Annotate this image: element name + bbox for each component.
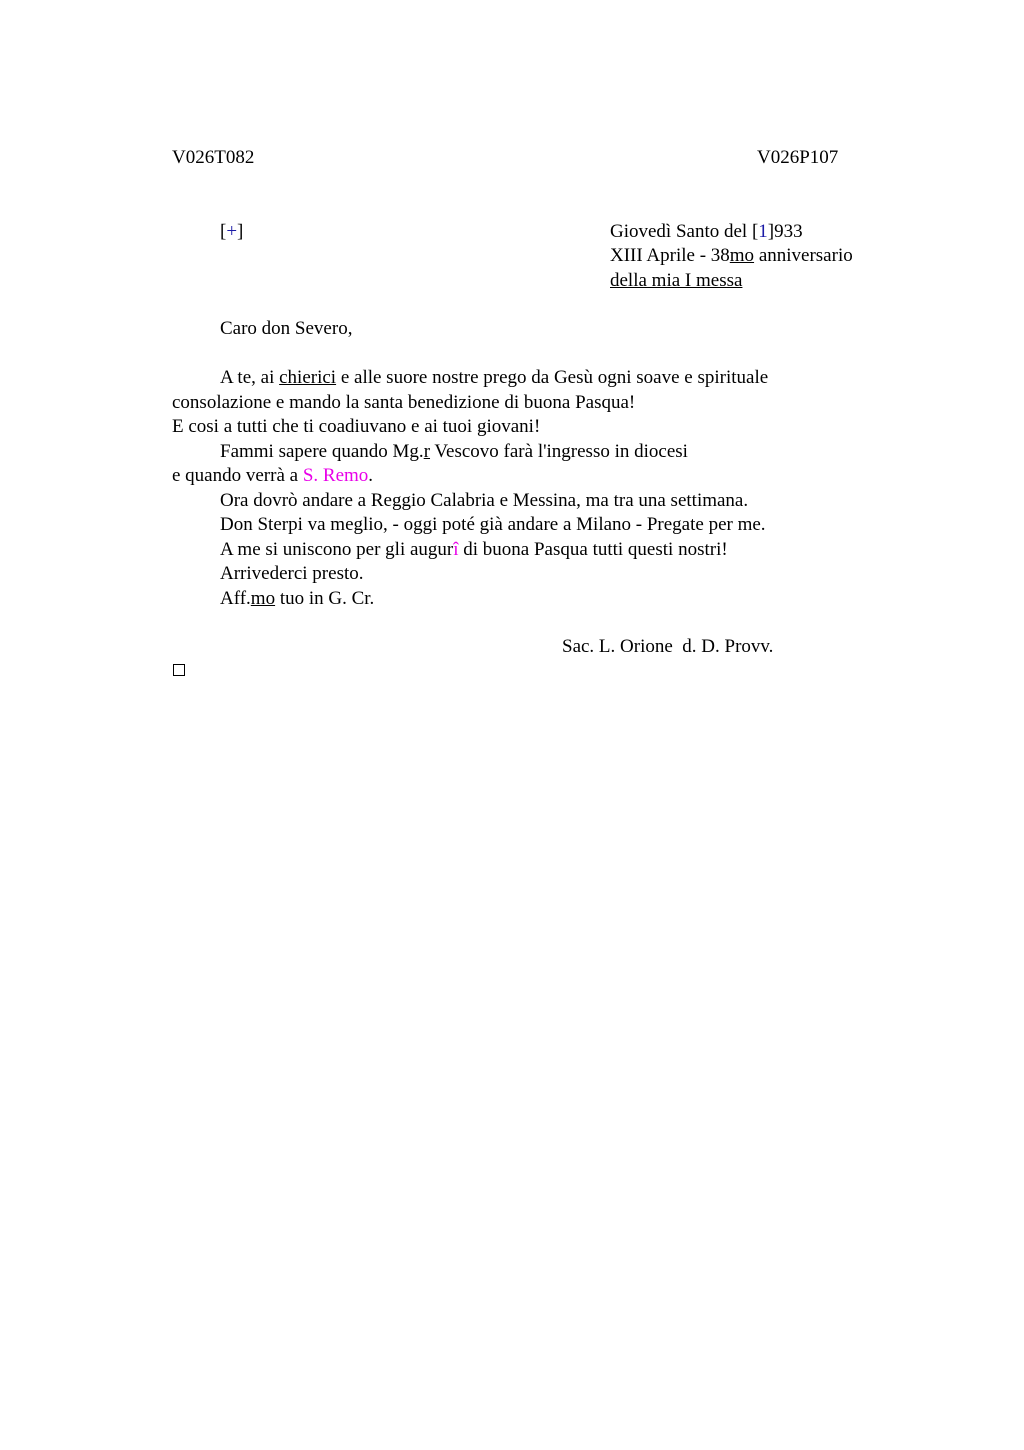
body-line-7: Don Sterpi va meglio, - oggi poté già andare a Milano - Pregate per me. [220,514,766,535]
body-line-10 [220,587,374,611]
accent-highlight: î [453,539,459,560]
body-line-5 [172,464,373,488]
cross-open-bracket: [ [220,221,227,242]
body-line-2: consolazione e mando la santa benedizione di buona Pasqua! [172,392,636,413]
closing-post: tuo in G. Cr. [275,588,375,609]
dateline-line-3: della mia I messa [610,270,743,291]
salutation: Caro don Severo, [220,318,353,339]
body-line-3: E cosi a tutti che ti coadiuvano e ai tuoi giovani! [172,416,541,437]
body-line-4-underlined: r [423,441,431,462]
dateline-line-1-pre: Giovedì Santo del [ [610,221,759,242]
end-of-document-box-icon [173,664,185,676]
document-code-right: V026P107 [757,147,839,168]
body-line-1 [220,366,768,390]
dateline-year-digit: 1 [758,221,768,242]
cross-mark [220,220,243,244]
body-line-5-post: . [368,465,374,486]
closing-ordinal: mo [250,588,276,609]
body-line-1-pre: A te, ai [220,367,280,388]
body-line-8 [220,538,728,562]
body-line-1-post: e alle suore nostre prego da Gesù ogni soave e spirituale [336,367,769,388]
body-line-4-post: Vescovo farà l'ingresso in diocesi [430,441,688,462]
dateline-line-1-post: ]933 [767,221,803,242]
body-line-9: Arrivederci presto. [220,563,364,584]
body-line-4 [220,440,688,464]
dateline-line-2-pre: XIII Aprile - 38 [610,245,730,266]
closing-pre: Aff. [220,588,251,609]
dateline-line-1 [610,220,803,244]
dateline-line-2 [610,244,853,268]
body-line-8-post: di buona Pasqua tutti questi nostri! [458,539,728,560]
body-line-5-pre: e quando verrà a [172,465,303,486]
body-line-8-pre: A me si uniscono per gli augur [220,539,454,560]
document-code-left: V026T082 [172,147,255,168]
body-line-4-pre: Fammi sapere quando Mg. [220,441,424,462]
signature: Sac. L. Orione d. D. Provv. [562,636,774,657]
place-name-highlight: S. Remo [302,465,369,486]
dateline-line-2-post: anniversario [754,245,853,266]
dateline-ordinal: mo [729,245,755,266]
body-line-6: Ora dovrò andare a Reggio Calabria e Messina, ma tra una settimana. [220,490,749,511]
body-underlined-word: chierici [279,367,337,388]
cross-close-bracket: ] [237,221,244,242]
cross-symbol: + [226,221,238,242]
